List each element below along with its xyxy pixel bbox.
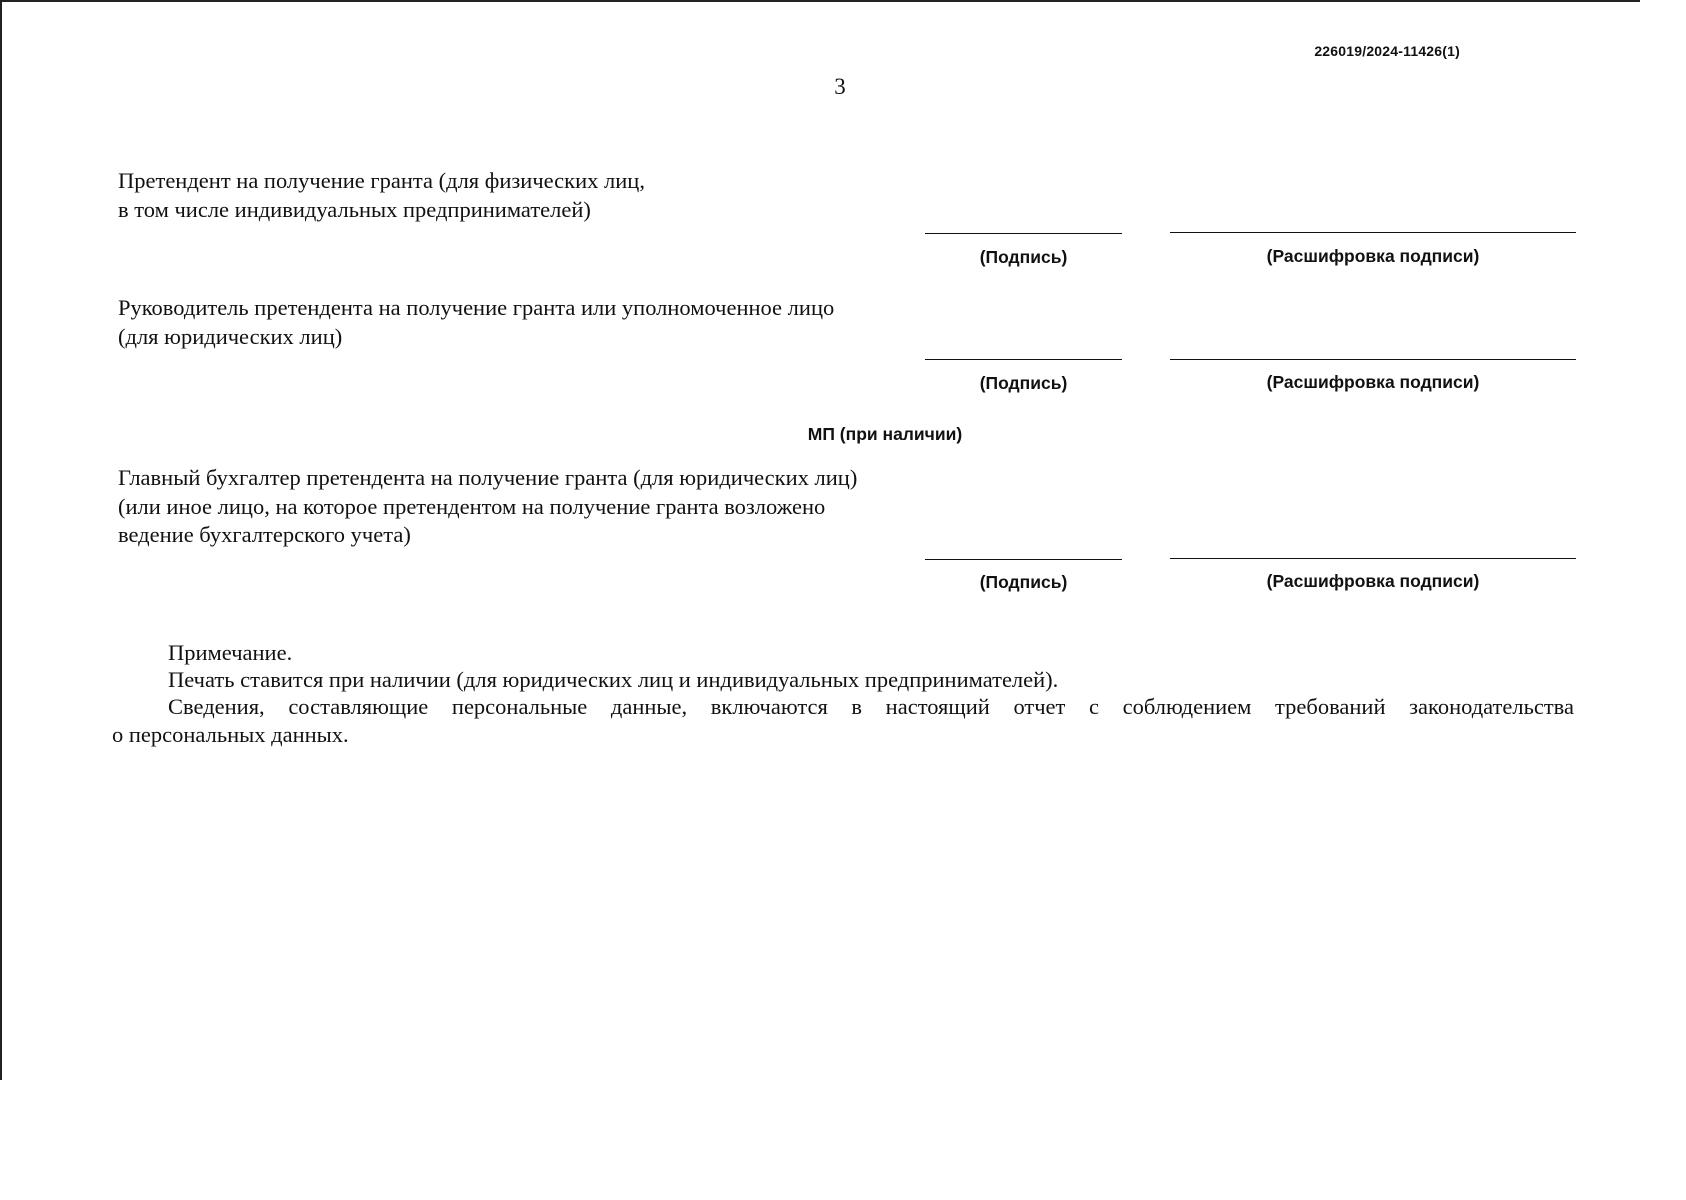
signatory-3-line-3: ведение бухгалтерского учета) <box>118 522 411 547</box>
note-line-2: Сведения, составляющие персональные данные, включаются в настоящий отчет с соблюдением требований законодательства <box>168 694 1574 719</box>
page-left-edge <box>0 0 2 1080</box>
signatory-2-line-2: (для юридических лиц) <box>118 323 343 349</box>
signatory-3-line-1: Главный бухгалтер претендента на получение гранта (для юридических лиц) <box>118 465 858 490</box>
document-number: 226019/2024-11426(1) <box>1314 43 1460 59</box>
signatory-1-decode-caption: (Расшифровка подписи) <box>1266 246 1480 266</box>
page-top-edge <box>0 0 1640 2</box>
signatory-3-signature-line <box>925 559 1122 560</box>
note-line-3: о персональных данных. <box>112 722 349 747</box>
signatory-1-title <box>118 167 645 224</box>
signatory-1-decode-line <box>1170 232 1576 233</box>
signatory-3-title <box>118 464 857 550</box>
signatory-3-decode-line <box>1170 558 1576 559</box>
signatory-2-decode-line <box>1170 359 1576 360</box>
note-line-1: Печать ставится при наличии (для юридических лиц и индивидуальных предпринимателей). <box>168 667 1059 692</box>
signatory-1-line-1: Претендент на получение гранта (для физических лиц, <box>118 168 645 193</box>
signatory-1-line-2: в том числе индивидуальных предпринимателей) <box>118 196 591 222</box>
signatory-2-title <box>118 294 834 351</box>
page-number: 3 <box>834 74 846 99</box>
signatory-3-signature-caption: (Подпись) <box>979 572 1068 592</box>
signatory-2-line-1: Руководитель претендента на получение гранта или уполномоченное лицо <box>118 295 835 320</box>
signatory-3-line-2: (или иное лицо, на которое претендентом на получение гранта возложено <box>118 493 826 519</box>
signatory-2-decode-caption: (Расшифровка подписи) <box>1266 372 1480 392</box>
note-title: Примечание. <box>168 640 293 665</box>
signatory-1-signature-line <box>925 233 1122 234</box>
signatory-3-decode-caption: (Расшифровка подписи) <box>1266 571 1480 591</box>
signatory-2-signature-caption: (Подпись) <box>979 373 1068 393</box>
signatory-1-signature-caption: (Подпись) <box>979 247 1068 267</box>
stamp-label: МП (при наличии) <box>807 424 963 444</box>
signatory-2-signature-line <box>925 359 1122 360</box>
